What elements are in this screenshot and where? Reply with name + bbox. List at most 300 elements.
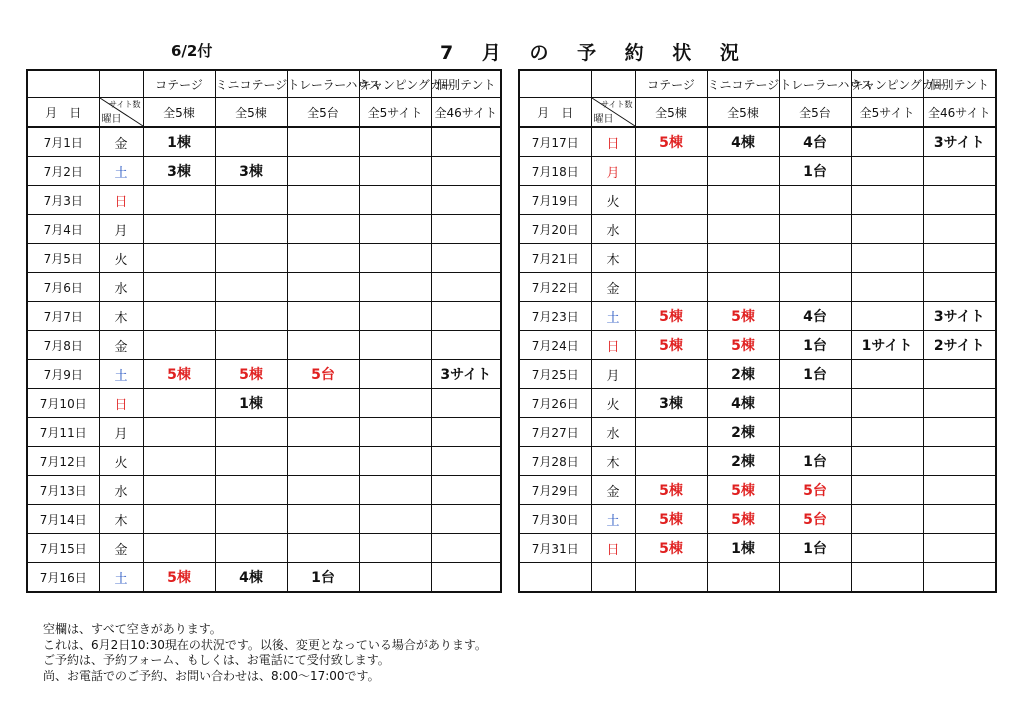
row-date: 7月10日	[27, 389, 99, 418]
row-count-2: 5台	[779, 476, 851, 505]
header-blank	[591, 70, 635, 98]
row-count-1	[707, 273, 779, 302]
row-date: 7月14日	[27, 505, 99, 534]
row-weekday: 月	[591, 360, 635, 389]
row-weekday: 木	[591, 447, 635, 476]
row-count-1: 5棟	[707, 331, 779, 360]
row-count-1: 5棟	[707, 505, 779, 534]
row-count-4	[431, 563, 501, 593]
row-count-3	[851, 157, 923, 186]
row-weekday: 日	[99, 389, 143, 418]
row-count-4	[431, 215, 501, 244]
table-row	[519, 302, 996, 331]
table-row	[519, 360, 996, 389]
row-count-3	[359, 302, 431, 331]
row-count-0	[143, 534, 215, 563]
reservation-table-left	[26, 69, 502, 593]
table-row	[519, 563, 996, 593]
row-count-1	[707, 157, 779, 186]
row-weekday: 日	[591, 534, 635, 563]
row-count-0	[635, 447, 707, 476]
header-total-4: 全46サイト	[431, 98, 501, 128]
table-row	[519, 389, 996, 418]
row-weekday: 木	[99, 505, 143, 534]
row-count-1	[215, 331, 287, 360]
row-count-0	[143, 302, 215, 331]
row-weekday: 金	[99, 534, 143, 563]
row-count-3	[851, 127, 923, 157]
row-count-2	[287, 186, 359, 215]
row-count-0: 5棟	[635, 534, 707, 563]
row-weekday: 月	[99, 418, 143, 447]
table-row	[519, 447, 996, 476]
row-count-4	[923, 360, 996, 389]
row-count-0: 1棟	[143, 127, 215, 157]
row-date: 7月16日	[27, 563, 99, 593]
row-weekday: 日	[99, 186, 143, 215]
row-weekday: 土	[591, 505, 635, 534]
row-weekday: 水	[99, 273, 143, 302]
row-count-4	[923, 418, 996, 447]
row-count-2	[287, 418, 359, 447]
row-count-4	[431, 331, 501, 360]
row-weekday: 月	[591, 157, 635, 186]
row-count-4	[431, 447, 501, 476]
row-count-3	[359, 476, 431, 505]
table-row	[519, 127, 996, 157]
row-count-4	[431, 389, 501, 418]
row-count-4	[923, 186, 996, 215]
table-row	[27, 505, 501, 534]
row-count-3	[359, 331, 431, 360]
table-row	[27, 244, 501, 273]
row-count-2: 1台	[779, 331, 851, 360]
row-weekday: 火	[591, 389, 635, 418]
row-count-3	[851, 563, 923, 593]
header-blank	[519, 70, 591, 98]
row-date: 7月7日	[27, 302, 99, 331]
row-count-1	[215, 418, 287, 447]
row-count-4	[923, 389, 996, 418]
table-row	[27, 447, 501, 476]
row-count-4	[431, 273, 501, 302]
row-count-4	[431, 186, 501, 215]
header-row-types	[519, 70, 996, 98]
row-weekday: 火	[591, 186, 635, 215]
row-weekday: 金	[99, 127, 143, 157]
row-count-2	[779, 389, 851, 418]
row-count-4	[431, 534, 501, 563]
row-count-0	[635, 157, 707, 186]
header-type-1: ミニコテージ	[215, 70, 287, 98]
row-count-2	[779, 563, 851, 593]
row-date: 7月8日	[27, 331, 99, 360]
row-count-4: 3サイト	[923, 127, 996, 157]
row-count-0	[143, 186, 215, 215]
row-count-4	[431, 127, 501, 157]
row-count-2	[287, 447, 359, 476]
row-count-3	[359, 505, 431, 534]
header-row-types	[27, 70, 501, 98]
header-type-0: コテージ	[143, 70, 215, 98]
row-date	[519, 563, 591, 593]
corner-bottom-label: 曜日	[593, 114, 614, 125]
row-count-1: 4棟	[707, 127, 779, 157]
row-count-4: 3サイト	[431, 360, 501, 389]
row-count-0	[143, 273, 215, 302]
row-count-3	[359, 186, 431, 215]
row-date: 7月29日	[519, 476, 591, 505]
row-date: 7月9日	[27, 360, 99, 389]
row-date: 7月6日	[27, 273, 99, 302]
row-date: 7月23日	[519, 302, 591, 331]
row-count-3	[851, 476, 923, 505]
row-date: 7月5日	[27, 244, 99, 273]
row-date: 7月3日	[27, 186, 99, 215]
corner-top-label: サイト数	[109, 100, 141, 109]
row-weekday: 金	[591, 273, 635, 302]
row-date: 7月21日	[519, 244, 591, 273]
row-count-1: 4棟	[707, 389, 779, 418]
table-row	[519, 418, 996, 447]
row-count-0	[143, 215, 215, 244]
row-count-1	[215, 273, 287, 302]
row-count-2: 1台	[779, 157, 851, 186]
row-weekday: 水	[591, 418, 635, 447]
header-total-0: 全5棟	[143, 98, 215, 128]
row-count-3	[851, 447, 923, 476]
table-row	[27, 157, 501, 186]
row-count-4	[431, 476, 501, 505]
row-count-2	[779, 215, 851, 244]
header-type-3: キャンピングカー	[359, 70, 431, 98]
row-count-2: 1台	[779, 534, 851, 563]
table-row	[27, 389, 501, 418]
row-count-2: 5台	[779, 505, 851, 534]
row-count-0: 5棟	[635, 476, 707, 505]
table-row	[519, 505, 996, 534]
row-count-4	[923, 157, 996, 186]
row-count-2	[779, 418, 851, 447]
header-type-2: トレーラーハウス	[779, 70, 851, 98]
header-type-4: 個別テント	[431, 70, 501, 98]
row-date: 7月1日	[27, 127, 99, 157]
date-stamp: 6/2付	[171, 42, 213, 60]
row-count-1: 4棟	[215, 563, 287, 593]
header-total-4: 全46サイト	[923, 98, 996, 128]
row-count-4	[923, 563, 996, 593]
row-count-3	[851, 505, 923, 534]
row-count-3	[851, 418, 923, 447]
table-row	[519, 331, 996, 360]
row-count-0: 5棟	[143, 563, 215, 593]
row-count-2	[287, 505, 359, 534]
row-date: 7月26日	[519, 389, 591, 418]
table-row	[519, 186, 996, 215]
row-count-0	[635, 418, 707, 447]
row-count-0	[635, 360, 707, 389]
row-count-3	[359, 418, 431, 447]
row-count-1	[215, 534, 287, 563]
table-row	[27, 418, 501, 447]
row-count-0	[143, 244, 215, 273]
row-weekday: 土	[99, 563, 143, 593]
row-date: 7月2日	[27, 157, 99, 186]
row-count-1	[707, 186, 779, 215]
note-line: これは、6月2日10:30現在の状況です。以後、変更となっている場合があります。	[43, 637, 487, 652]
row-count-2	[287, 273, 359, 302]
row-weekday	[591, 563, 635, 593]
header-corner-cell	[99, 98, 143, 128]
table-row	[519, 476, 996, 505]
row-date: 7月19日	[519, 186, 591, 215]
row-count-2	[779, 273, 851, 302]
row-count-2	[779, 244, 851, 273]
row-count-1: 2棟	[707, 418, 779, 447]
row-count-4	[923, 476, 996, 505]
row-count-4	[923, 244, 996, 273]
row-count-1	[707, 215, 779, 244]
row-count-0: 3棟	[635, 389, 707, 418]
row-count-4: 2サイト	[923, 331, 996, 360]
row-count-4	[431, 157, 501, 186]
header-type-1: ミニコテージ	[707, 70, 779, 98]
row-count-0: 5棟	[635, 331, 707, 360]
row-count-2	[779, 186, 851, 215]
row-weekday: 月	[99, 215, 143, 244]
row-count-4	[431, 505, 501, 534]
row-count-1	[215, 244, 287, 273]
row-count-0	[143, 447, 215, 476]
row-count-1: 5棟	[215, 360, 287, 389]
row-count-4	[431, 418, 501, 447]
reservation-table-right	[518, 69, 997, 593]
row-count-2	[287, 302, 359, 331]
note-line: ご予約は、予約フォーム、もしくは、お電話にて受付致します。	[43, 653, 390, 667]
row-count-1: 5棟	[707, 476, 779, 505]
row-date: 7月17日	[519, 127, 591, 157]
row-count-2	[287, 476, 359, 505]
row-count-2	[287, 127, 359, 157]
row-date: 7月30日	[519, 505, 591, 534]
row-count-1	[215, 186, 287, 215]
row-count-3	[359, 360, 431, 389]
row-weekday: 水	[99, 476, 143, 505]
row-count-3	[359, 273, 431, 302]
row-count-3	[359, 389, 431, 418]
row-count-0: 5棟	[635, 302, 707, 331]
table-row	[27, 273, 501, 302]
row-count-3: 1サイト	[851, 331, 923, 360]
row-count-3	[359, 157, 431, 186]
row-count-1: 3棟	[215, 157, 287, 186]
row-count-0: 3棟	[143, 157, 215, 186]
row-date: 7月4日	[27, 215, 99, 244]
table-row	[519, 273, 996, 302]
row-weekday: 日	[591, 331, 635, 360]
row-count-2	[287, 215, 359, 244]
header-total-0: 全5棟	[635, 98, 707, 128]
row-date: 7月18日	[519, 157, 591, 186]
row-count-2	[287, 331, 359, 360]
row-count-4	[923, 534, 996, 563]
row-count-1	[215, 127, 287, 157]
table-row	[27, 534, 501, 563]
row-count-3	[851, 302, 923, 331]
row-count-2	[287, 534, 359, 563]
row-count-3	[851, 244, 923, 273]
row-date: 7月31日	[519, 534, 591, 563]
row-count-4	[923, 215, 996, 244]
row-count-1	[215, 215, 287, 244]
header-date-label: 月 日	[519, 98, 591, 128]
row-weekday: 土	[99, 157, 143, 186]
row-count-4	[923, 505, 996, 534]
row-count-3	[851, 534, 923, 563]
row-count-1	[707, 563, 779, 593]
row-count-0: 5棟	[143, 360, 215, 389]
header-type-2: トレーラーハウス	[287, 70, 359, 98]
header-type-3: キャンピングカー	[851, 70, 923, 98]
row-count-3	[851, 273, 923, 302]
row-date: 7月20日	[519, 215, 591, 244]
table-row	[27, 127, 501, 157]
row-count-0	[635, 244, 707, 273]
row-count-0	[635, 186, 707, 215]
header-date-label: 月 日	[27, 98, 99, 128]
table-row	[27, 563, 501, 593]
row-count-1: 2棟	[707, 447, 779, 476]
row-count-2: 4台	[779, 127, 851, 157]
header-blank	[27, 70, 99, 98]
row-count-1	[215, 447, 287, 476]
row-count-0	[143, 418, 215, 447]
header-type-4: 個別テント	[923, 70, 996, 98]
row-count-0	[143, 331, 215, 360]
header-corner-cell	[591, 98, 635, 128]
row-count-3	[359, 215, 431, 244]
row-count-0	[635, 215, 707, 244]
notes	[43, 622, 487, 684]
row-count-0: 5棟	[635, 127, 707, 157]
row-weekday: 日	[591, 127, 635, 157]
row-count-3	[851, 186, 923, 215]
header-row-totals	[519, 98, 996, 128]
row-count-3	[359, 127, 431, 157]
header-total-1: 全5棟	[707, 98, 779, 128]
table-row	[27, 476, 501, 505]
row-count-1	[215, 476, 287, 505]
table-row	[519, 244, 996, 273]
corner-top-label: サイト数	[601, 100, 633, 109]
row-count-1: 1棟	[215, 389, 287, 418]
note-line: 空欄は、すべて空きがあります。	[43, 622, 222, 636]
row-count-3	[359, 244, 431, 273]
row-count-2: 1台	[779, 360, 851, 389]
row-count-1: 1棟	[707, 534, 779, 563]
header-total-2: 全5台	[287, 98, 359, 128]
header-type-0: コテージ	[635, 70, 707, 98]
row-count-1: 5棟	[707, 302, 779, 331]
row-count-3	[359, 534, 431, 563]
row-weekday: 木	[99, 302, 143, 331]
row-count-3	[851, 215, 923, 244]
row-weekday: 水	[591, 215, 635, 244]
row-count-4: 3サイト	[923, 302, 996, 331]
row-count-0: 5棟	[635, 505, 707, 534]
row-count-0	[635, 273, 707, 302]
row-date: 7月24日	[519, 331, 591, 360]
corner-bottom-label: 曜日	[101, 114, 122, 125]
table-row	[27, 215, 501, 244]
row-count-3	[851, 360, 923, 389]
table-row	[519, 215, 996, 244]
row-count-2: 1台	[287, 563, 359, 593]
row-count-4	[923, 447, 996, 476]
row-count-4	[431, 302, 501, 331]
row-count-0	[635, 563, 707, 593]
row-weekday: 火	[99, 244, 143, 273]
header-row-totals	[27, 98, 501, 128]
row-count-3	[359, 447, 431, 476]
row-date: 7月12日	[27, 447, 99, 476]
table-row	[519, 157, 996, 186]
row-count-2	[287, 244, 359, 273]
row-count-4	[431, 244, 501, 273]
row-date: 7月25日	[519, 360, 591, 389]
row-count-2: 1台	[779, 447, 851, 476]
page-title: 7 月 の 予 約 状 況	[440, 42, 750, 64]
row-count-2	[287, 157, 359, 186]
table-row	[27, 302, 501, 331]
row-weekday: 土	[99, 360, 143, 389]
note-line: 尚、お電話でのご予約、お問い合わせは、8:00～17:00です。	[43, 668, 380, 683]
header-blank	[99, 70, 143, 98]
row-count-1: 2棟	[707, 360, 779, 389]
row-date: 7月15日	[27, 534, 99, 563]
row-count-0	[143, 389, 215, 418]
header-total-2: 全5台	[779, 98, 851, 128]
header-total-3: 全5サイト	[851, 98, 923, 128]
row-count-4	[923, 273, 996, 302]
row-date: 7月13日	[27, 476, 99, 505]
header-total-1: 全5棟	[215, 98, 287, 128]
row-weekday: 火	[99, 447, 143, 476]
row-count-1	[215, 302, 287, 331]
row-date: 7月11日	[27, 418, 99, 447]
row-count-2: 5台	[287, 360, 359, 389]
row-date: 7月22日	[519, 273, 591, 302]
row-weekday: 土	[591, 302, 635, 331]
row-count-2: 4台	[779, 302, 851, 331]
table-row	[27, 186, 501, 215]
row-count-1	[707, 244, 779, 273]
table-row	[27, 331, 501, 360]
table-row	[519, 534, 996, 563]
row-date: 7月28日	[519, 447, 591, 476]
row-weekday: 金	[99, 331, 143, 360]
row-date: 7月27日	[519, 418, 591, 447]
row-count-3	[359, 563, 431, 593]
header-total-3: 全5サイト	[359, 98, 431, 128]
row-count-0	[143, 505, 215, 534]
row-count-0	[143, 476, 215, 505]
row-count-2	[287, 389, 359, 418]
row-count-3	[851, 389, 923, 418]
row-count-1	[215, 505, 287, 534]
row-weekday: 金	[591, 476, 635, 505]
table-row	[27, 360, 501, 389]
